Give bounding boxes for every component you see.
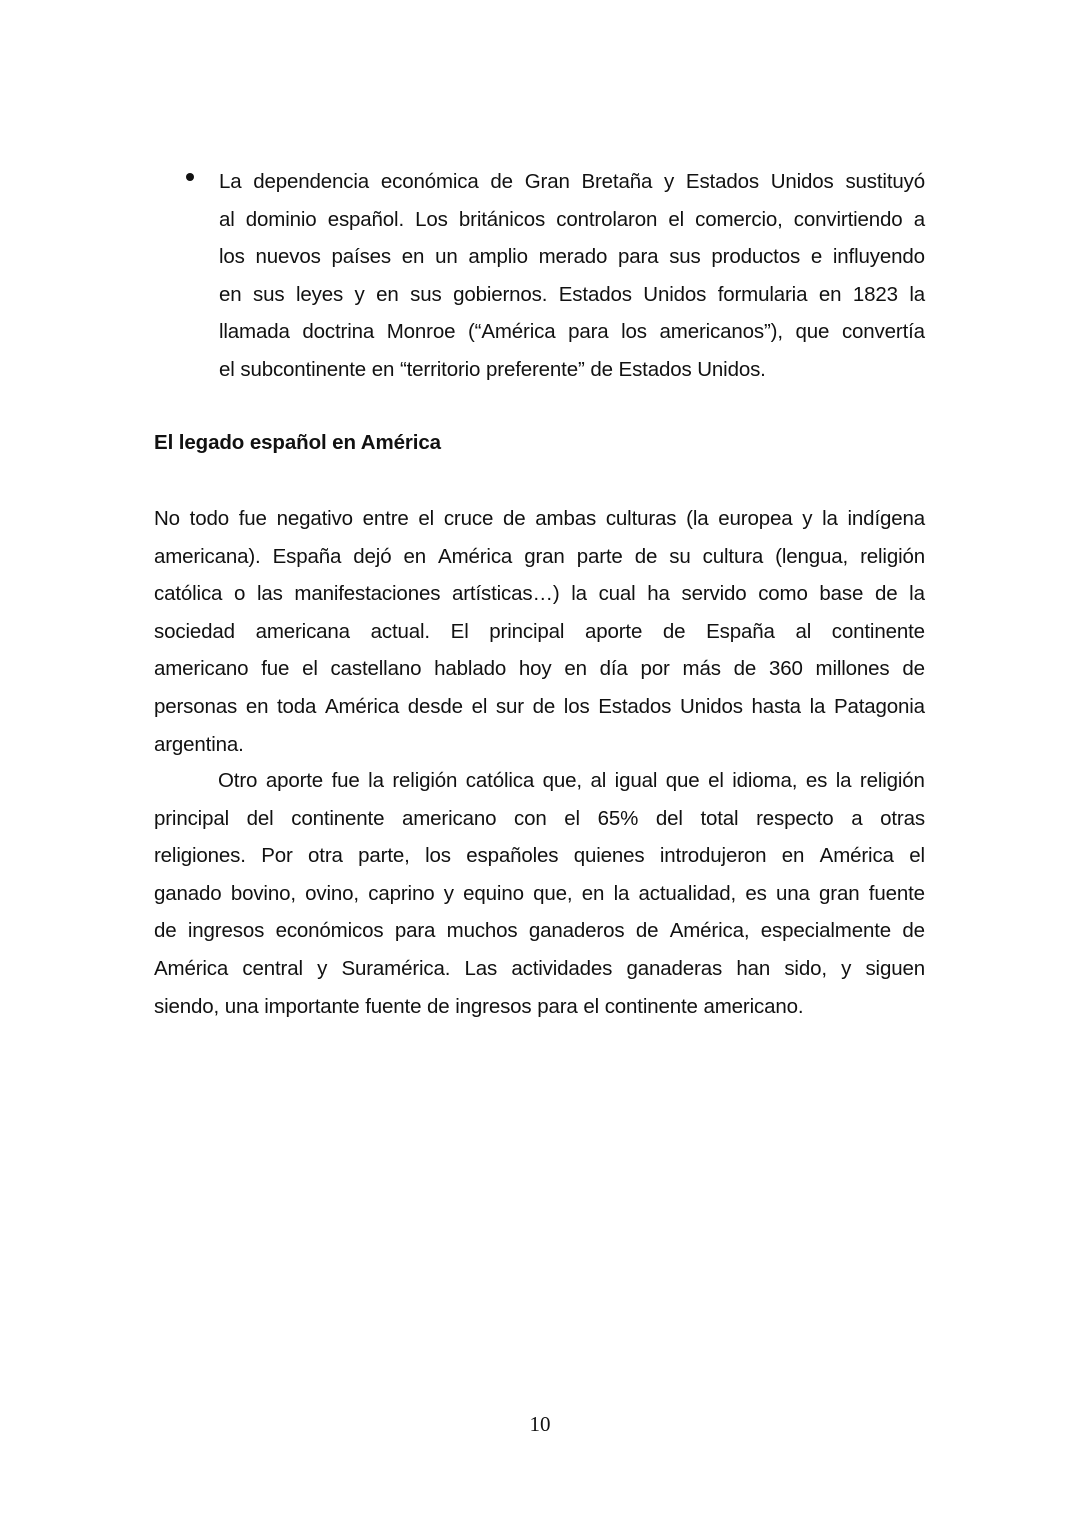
word: es xyxy=(745,881,767,905)
word: Unidos xyxy=(643,282,707,306)
word: en xyxy=(401,245,425,269)
word: base xyxy=(819,582,864,606)
word: millones xyxy=(815,657,890,681)
word: leyes xyxy=(295,282,344,306)
word: (lengua, xyxy=(775,544,849,568)
word: (“América xyxy=(467,320,556,344)
word: influyendo xyxy=(832,245,925,269)
word: de xyxy=(427,994,450,1018)
word: indígena xyxy=(847,507,925,530)
word: el xyxy=(583,994,600,1018)
word: Unidos. xyxy=(697,357,766,381)
word: que xyxy=(665,769,700,792)
word: desde xyxy=(407,694,463,718)
word: el xyxy=(909,844,925,868)
word: 65% xyxy=(597,806,639,830)
word: cual xyxy=(598,582,636,606)
word: continente xyxy=(291,806,385,830)
word: otras xyxy=(880,806,925,830)
word: los xyxy=(425,844,451,868)
word: dominio xyxy=(245,207,317,231)
paragraph xyxy=(154,500,925,763)
word: han xyxy=(736,956,771,980)
word: católica xyxy=(154,582,223,606)
word: cruce xyxy=(443,507,494,530)
text-line xyxy=(154,500,925,538)
word: económica xyxy=(380,170,479,193)
text-line xyxy=(154,538,925,576)
word: castellano xyxy=(330,657,422,681)
text-line xyxy=(154,650,925,688)
word: personas xyxy=(154,694,238,718)
word: Unidos xyxy=(679,694,743,718)
word: para xyxy=(394,919,436,943)
word: que, xyxy=(542,769,582,792)
word: la xyxy=(835,769,852,792)
word: de xyxy=(733,657,757,681)
word: el xyxy=(668,207,684,231)
word: que, xyxy=(533,881,573,905)
word: su xyxy=(669,544,691,568)
word: Monroe xyxy=(386,320,456,344)
word: y xyxy=(841,956,852,980)
word: a xyxy=(913,207,925,231)
word: El xyxy=(450,619,469,643)
word: de xyxy=(154,919,177,943)
word: España xyxy=(706,619,775,643)
word: hoy xyxy=(518,657,552,681)
bullet-list-item xyxy=(219,163,925,389)
word: comercio, xyxy=(695,207,783,231)
word: Los xyxy=(415,207,448,231)
word: la xyxy=(809,694,826,718)
word: actualidad, xyxy=(638,881,737,905)
word: cultura xyxy=(702,544,764,568)
word: o xyxy=(234,582,246,606)
word: al xyxy=(219,207,235,231)
word: No xyxy=(154,507,180,530)
word: continente xyxy=(604,994,698,1018)
word: todo xyxy=(189,507,229,530)
word: en xyxy=(564,657,587,681)
word: Estados xyxy=(618,357,692,381)
word: entre xyxy=(362,507,409,530)
word: en xyxy=(376,282,399,306)
text-line xyxy=(154,726,925,764)
word: convertía xyxy=(841,320,925,344)
word: merado xyxy=(538,245,608,269)
word: de xyxy=(532,694,556,718)
word: siguen xyxy=(865,956,925,980)
word: como xyxy=(758,582,808,606)
word: ingresos xyxy=(455,994,532,1018)
word: 360 xyxy=(768,657,803,681)
text-line xyxy=(154,688,925,726)
word: Estados xyxy=(598,694,672,718)
word: y xyxy=(443,881,454,905)
word: para xyxy=(568,320,609,344)
word: especialmente xyxy=(760,919,892,943)
word: fue xyxy=(331,769,360,792)
word: el xyxy=(564,806,580,830)
text-line xyxy=(219,351,925,389)
word: Por xyxy=(261,844,293,868)
word: de xyxy=(502,507,526,530)
word: en xyxy=(403,544,427,568)
word: España xyxy=(272,544,342,568)
word: la xyxy=(909,282,925,306)
word: respecto xyxy=(756,806,834,830)
word: ingresos xyxy=(187,919,265,943)
word: igual xyxy=(614,769,658,792)
word: principal xyxy=(489,619,565,643)
word: ambas xyxy=(535,507,597,530)
word: americana xyxy=(255,619,350,643)
word: una xyxy=(224,994,259,1018)
word: español. xyxy=(327,207,404,231)
word: nuevos xyxy=(255,245,321,269)
word: de xyxy=(902,919,925,943)
text-line xyxy=(219,313,925,351)
word: un xyxy=(435,245,458,269)
word: y xyxy=(317,956,328,980)
word: los xyxy=(219,245,245,269)
word: por xyxy=(640,657,670,681)
word: americano. xyxy=(703,994,804,1018)
word: total xyxy=(700,806,739,830)
word: religión xyxy=(392,769,458,792)
paragraph xyxy=(154,762,925,1025)
word: parte xyxy=(576,544,623,568)
word: una xyxy=(775,881,810,905)
word: fuente xyxy=(365,994,422,1018)
word: en xyxy=(781,844,805,868)
word: Estados xyxy=(685,170,759,193)
word: sido, xyxy=(784,956,827,980)
word: América, xyxy=(669,919,750,943)
word: al xyxy=(590,769,607,792)
word: y xyxy=(664,170,675,193)
word: importante xyxy=(264,994,360,1018)
word: bovino, xyxy=(230,881,296,905)
word: aporte xyxy=(265,769,324,792)
word: quienes xyxy=(573,844,645,868)
word: amplio xyxy=(468,245,528,269)
word: Otro xyxy=(218,769,258,792)
word: y xyxy=(354,282,365,306)
word: e xyxy=(810,245,823,269)
word: de xyxy=(590,357,613,381)
word: fue xyxy=(261,657,290,681)
word: La xyxy=(219,170,242,193)
text-line xyxy=(154,912,925,950)
word: más xyxy=(682,657,721,681)
word: controlaron xyxy=(556,207,658,231)
word: Suramérica. xyxy=(341,956,451,980)
word: al xyxy=(795,619,812,643)
word: y xyxy=(802,507,813,530)
word: en xyxy=(818,282,842,306)
word: que xyxy=(795,320,830,344)
section-heading: El legado español en América xyxy=(154,431,441,454)
word: sus xyxy=(410,282,442,306)
text-line xyxy=(219,201,925,239)
word: para xyxy=(617,245,659,269)
word: países xyxy=(331,245,392,269)
word: la xyxy=(613,881,630,905)
word: en xyxy=(245,694,269,718)
word: central xyxy=(242,956,303,980)
word: gobiernos. xyxy=(453,282,548,306)
word: en xyxy=(219,282,242,306)
word: en xyxy=(371,357,395,381)
text-line xyxy=(154,875,925,913)
word: América xyxy=(324,694,400,718)
word: católica xyxy=(465,769,535,792)
word: preferente” xyxy=(486,357,585,381)
word: de xyxy=(635,919,659,943)
word: económicos xyxy=(275,919,384,943)
text-line xyxy=(154,575,925,613)
word: Estados xyxy=(558,282,632,306)
word: 1823 xyxy=(852,282,898,306)
word: del xyxy=(246,806,274,830)
word: de xyxy=(490,170,513,193)
word: fue xyxy=(238,507,267,530)
word: americano xyxy=(402,806,497,830)
word: europea xyxy=(718,507,793,530)
text-line xyxy=(154,762,925,800)
word: productos xyxy=(711,245,801,269)
word: principal xyxy=(154,806,229,830)
word: dependencia xyxy=(253,170,370,193)
word: otra xyxy=(308,844,343,868)
word: artísticas…) xyxy=(451,582,560,606)
word: a xyxy=(851,806,863,830)
word: sur xyxy=(495,694,524,718)
word: para xyxy=(537,994,578,1018)
word: americano xyxy=(154,657,249,681)
word: el xyxy=(708,769,724,792)
text-line xyxy=(154,800,925,838)
word: los xyxy=(621,320,647,344)
word: españoles xyxy=(466,844,559,868)
word: religión xyxy=(859,769,925,792)
word: Gran xyxy=(524,170,570,193)
word: ganaderas xyxy=(626,956,723,980)
word: llamada xyxy=(219,320,290,344)
word: América xyxy=(154,956,229,980)
word: hasta xyxy=(751,694,801,718)
word: de xyxy=(662,619,686,643)
word: en xyxy=(581,881,605,905)
word: aporte xyxy=(584,619,643,643)
word: del xyxy=(655,806,683,830)
text-line xyxy=(154,988,925,1026)
word: actividades xyxy=(511,956,613,980)
word: fuente xyxy=(868,881,925,905)
word: siendo, xyxy=(154,994,220,1018)
word: el xyxy=(302,657,318,681)
word: Bretaña xyxy=(581,170,653,193)
word: convirtiendo xyxy=(793,207,903,231)
word: Las xyxy=(464,956,498,980)
word: la xyxy=(571,582,587,606)
text-line xyxy=(219,238,925,276)
word: (la xyxy=(686,507,709,530)
word: de xyxy=(634,544,658,568)
word: Unidos xyxy=(770,170,834,193)
word: argentina. xyxy=(154,732,244,756)
word: toda xyxy=(277,694,317,718)
word: sociedad xyxy=(154,619,235,643)
word: ovino, xyxy=(305,881,359,905)
word: hablado xyxy=(434,657,507,681)
word: americana). xyxy=(154,544,261,568)
word: culturas xyxy=(605,507,677,530)
word: introdujeron xyxy=(659,844,767,868)
word: gran xyxy=(524,544,565,568)
word: equino xyxy=(463,881,524,905)
word: ganaderos xyxy=(528,919,625,943)
word: el xyxy=(471,694,488,718)
word: es xyxy=(805,769,828,792)
word: de xyxy=(902,657,925,681)
word: parte, xyxy=(358,844,410,868)
word: muchos xyxy=(446,919,518,943)
word: dejó xyxy=(353,544,392,568)
word: subcontinente xyxy=(240,357,367,381)
bullet-icon xyxy=(186,173,194,181)
word: de xyxy=(874,582,898,606)
word: la xyxy=(368,769,384,792)
word: manifestaciones xyxy=(294,582,441,606)
word: el xyxy=(219,357,235,381)
word: la xyxy=(822,507,838,530)
word: el xyxy=(418,507,435,530)
word: doctrina xyxy=(302,320,375,344)
word: la xyxy=(909,582,925,606)
word: continente xyxy=(831,619,925,643)
page-number: 10 xyxy=(529,1412,551,1436)
word: sustituyó xyxy=(845,170,925,193)
word: día xyxy=(599,657,628,681)
word: caprino xyxy=(368,881,435,905)
text-line xyxy=(154,950,925,988)
word: religión xyxy=(860,544,925,568)
word: con xyxy=(514,806,547,830)
word: ha xyxy=(647,582,670,606)
word: “territorio xyxy=(399,357,481,381)
word: negativo xyxy=(276,507,353,530)
word: sus xyxy=(253,282,285,306)
word: los xyxy=(563,694,590,718)
word: gran xyxy=(819,881,860,905)
word: América xyxy=(438,544,513,568)
word: América xyxy=(819,844,894,868)
word: formularia xyxy=(717,282,808,306)
text-line xyxy=(154,613,925,651)
word: idioma, xyxy=(732,769,798,792)
word: americanos”), xyxy=(659,320,783,344)
word: religiones. xyxy=(154,844,246,868)
text-line xyxy=(219,276,925,314)
text-line xyxy=(219,163,925,201)
word: sus xyxy=(669,245,701,269)
word: actual. xyxy=(370,619,430,643)
word: servido xyxy=(681,582,747,606)
word: británicos xyxy=(458,207,546,231)
text-line xyxy=(154,837,925,875)
word: las xyxy=(256,582,283,606)
word: Patagonia xyxy=(833,694,925,718)
word: ganado xyxy=(154,881,222,905)
